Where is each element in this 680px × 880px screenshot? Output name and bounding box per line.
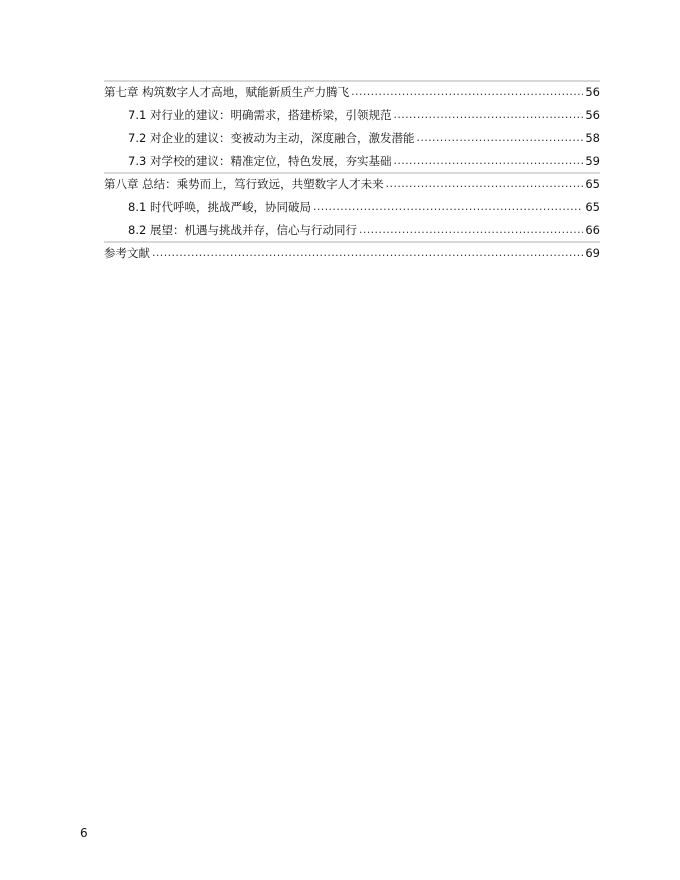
toc-entry-title: 第七章 构筑数字人才高地，赋能新质生产力腾飞: [104, 85, 350, 99]
dot-leader: [393, 108, 583, 122]
dot-leader: [386, 177, 584, 191]
toc-entry-references[interactable]: [104, 241, 600, 264]
dot-leader: [393, 154, 583, 168]
dot-leader: [152, 246, 583, 260]
toc-entry-title: 7.2 对企业的建议：变被动为主动，深度融合，激发潜能: [128, 131, 415, 145]
toc-entry-section-7-2[interactable]: [104, 126, 600, 149]
toc-entry-page: 65: [585, 177, 600, 191]
toc-entry-page: 56: [585, 85, 600, 99]
toc-entry-section-7-1[interactable]: [104, 103, 600, 126]
page-number: 6: [80, 826, 88, 840]
toc-entry-section-7-3[interactable]: [104, 149, 600, 172]
toc-entry-title: 8.2 展望：机遇与挑战并存，信心与行动同行: [128, 223, 357, 237]
dot-leader: [351, 85, 583, 99]
dot-leader: [359, 223, 583, 237]
toc-entry-title: 7.3 对学校的建议：精准定位，特色发展，夯实基础: [128, 154, 392, 168]
toc-entry-chapter-8[interactable]: [104, 172, 600, 195]
toc-entry-title: 7.1 对行业的建议：明确需求，搭建桥梁，引领规范: [128, 108, 392, 122]
toc-entry-title: 第八章 总结：乘势而上，笃行致远，共塑数字人才未来: [104, 177, 384, 191]
toc-entry-chapter-7[interactable]: [104, 80, 600, 103]
toc-entry-section-8-2[interactable]: [104, 218, 600, 241]
toc-entry-page: 58: [585, 131, 600, 145]
toc-entry-section-8-1[interactable]: [104, 195, 600, 218]
dot-leader: [416, 131, 583, 145]
toc-entry-page: 69: [585, 246, 600, 260]
dot-leader: [313, 200, 583, 214]
toc-entry-title: 8.1 时代呼唤，挑战严峻，协同破局: [128, 200, 311, 214]
toc-entry-page: 65: [585, 200, 600, 214]
toc-entry-page: 56: [585, 108, 600, 122]
toc-entry-page: 66: [585, 223, 600, 237]
table-of-contents: [104, 80, 600, 264]
toc-entry-title: 参考文献: [104, 246, 150, 260]
toc-entry-page: 59: [585, 154, 600, 168]
